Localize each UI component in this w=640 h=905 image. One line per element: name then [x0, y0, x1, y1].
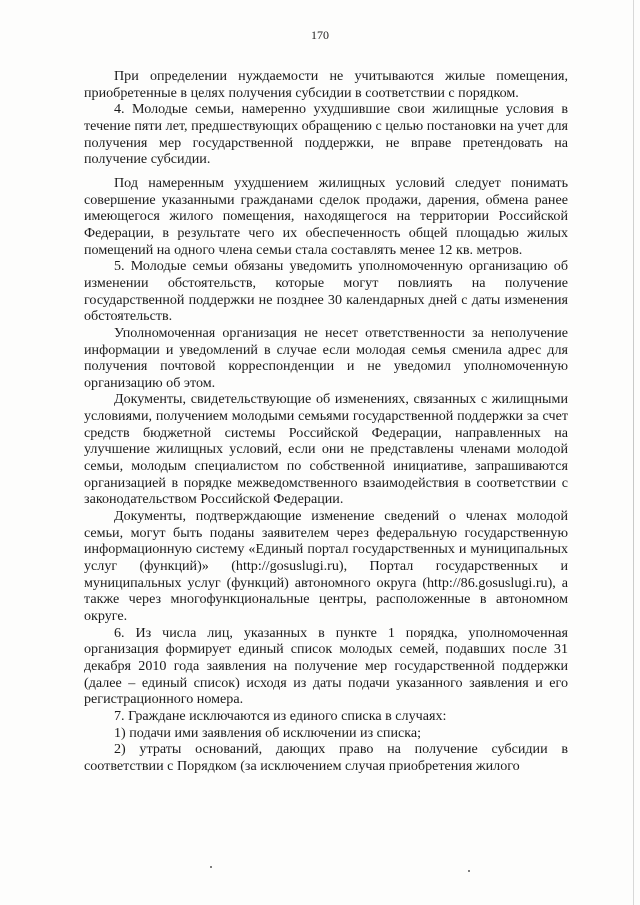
paragraph-item-7: 7. Граждане исключаются из единого списка в случаях:	[114, 707, 447, 724]
paragraph-documents-portal: Документы, подтверждающие изменение сведений о членах молодой семьи, могут быть поданы заявителем через федеральную государственную информационную систему «Единый портал государственных и муниципальных услуг (функций)» (http://gosuslugi.ru), Портал государственных и муниципальных услуг (функций) автономного округа (http://86.gosuslugi.ru), а также через многофункциональные центры, расположенные в автономном округе.	[84, 508, 568, 624]
page-number: 170	[311, 28, 329, 42]
paragraph-item-4: 4. Молодые семьи, намеренно ухудшившие свои жилищные условия в течение пяти лет, предшествующих обращению с целью постановки на учет для получения мер государственной поддержки, не вправе претендовать на получение субсидии.	[84, 101, 568, 168]
paragraph-deliberate-worsening: Под намеренным ухудшением жилищных условий следует понимать совершение указанными гражданами сделок продажи, дарения, обмена ранее имеющегося жилого помещения, находящегося на территории Российской Федерации, в результате чего их обеспеченность общей площадью жилых помещений на одного члена семьи стала составлять менее 12 кв. метров.	[84, 174, 568, 258]
paragraph-responsibility: Уполномоченная организация не несет ответственности за неполучение информации и уведомлений в случае если молодая семья сменила адрес для получения почтовой корреспонденции и не уведомил уполномоченную организацию об этом.	[84, 324, 568, 391]
scan-speck	[468, 870, 470, 872]
scan-speck	[210, 866, 212, 868]
paragraph-item-6: 6. Из числа лиц, указанных в пункте 1 порядка, уполномоченная организация формирует единый список молодых семей, подавших после 31 декабря 2010 года заявления на получение мер государственной поддержки (далее – единый список) исходя из даты подачи указанного заявления и его регистрационного номера.	[84, 624, 568, 708]
list-item-2: 2) утраты оснований, дающих право на получение субсидии в соответствии с Порядком (за исключением случая приобретения жилого	[84, 741, 568, 774]
paragraph-item-5: 5. Молодые семьи обязаны уведомить уполномоченную организацию об изменении обстоятельств, которые могут повлиять на получение государственной поддержки не позднее 30 календарных дней с даты изменения обстоятельств.	[84, 258, 568, 325]
list-item-1: 1) подачи ими заявления об исключении из списка;	[114, 724, 422, 741]
page-edge	[633, 0, 634, 905]
paragraph-needs-assessment: При определении нуждаемости не учитываются жилые помещения, приобретенные в целях получения субсидии в соответствии с порядком.	[84, 68, 568, 101]
document-body	[84, 68, 568, 775]
paragraph-documents-interagency: Документы, свидетельствующие об изменениях, связанных с жилищными условиями, получением молодыми семьями государственной поддержки за счет средств бюджетной системы Российской Федерации, направленных на улучшение жилищных условий, если они не представлены членами молодой семьи, молодым специалистом по собственной инициативе, запрашиваются организацией в порядке межведомственного взаимодействия в соответствии с законодательством Российской Федерации.	[84, 391, 568, 508]
